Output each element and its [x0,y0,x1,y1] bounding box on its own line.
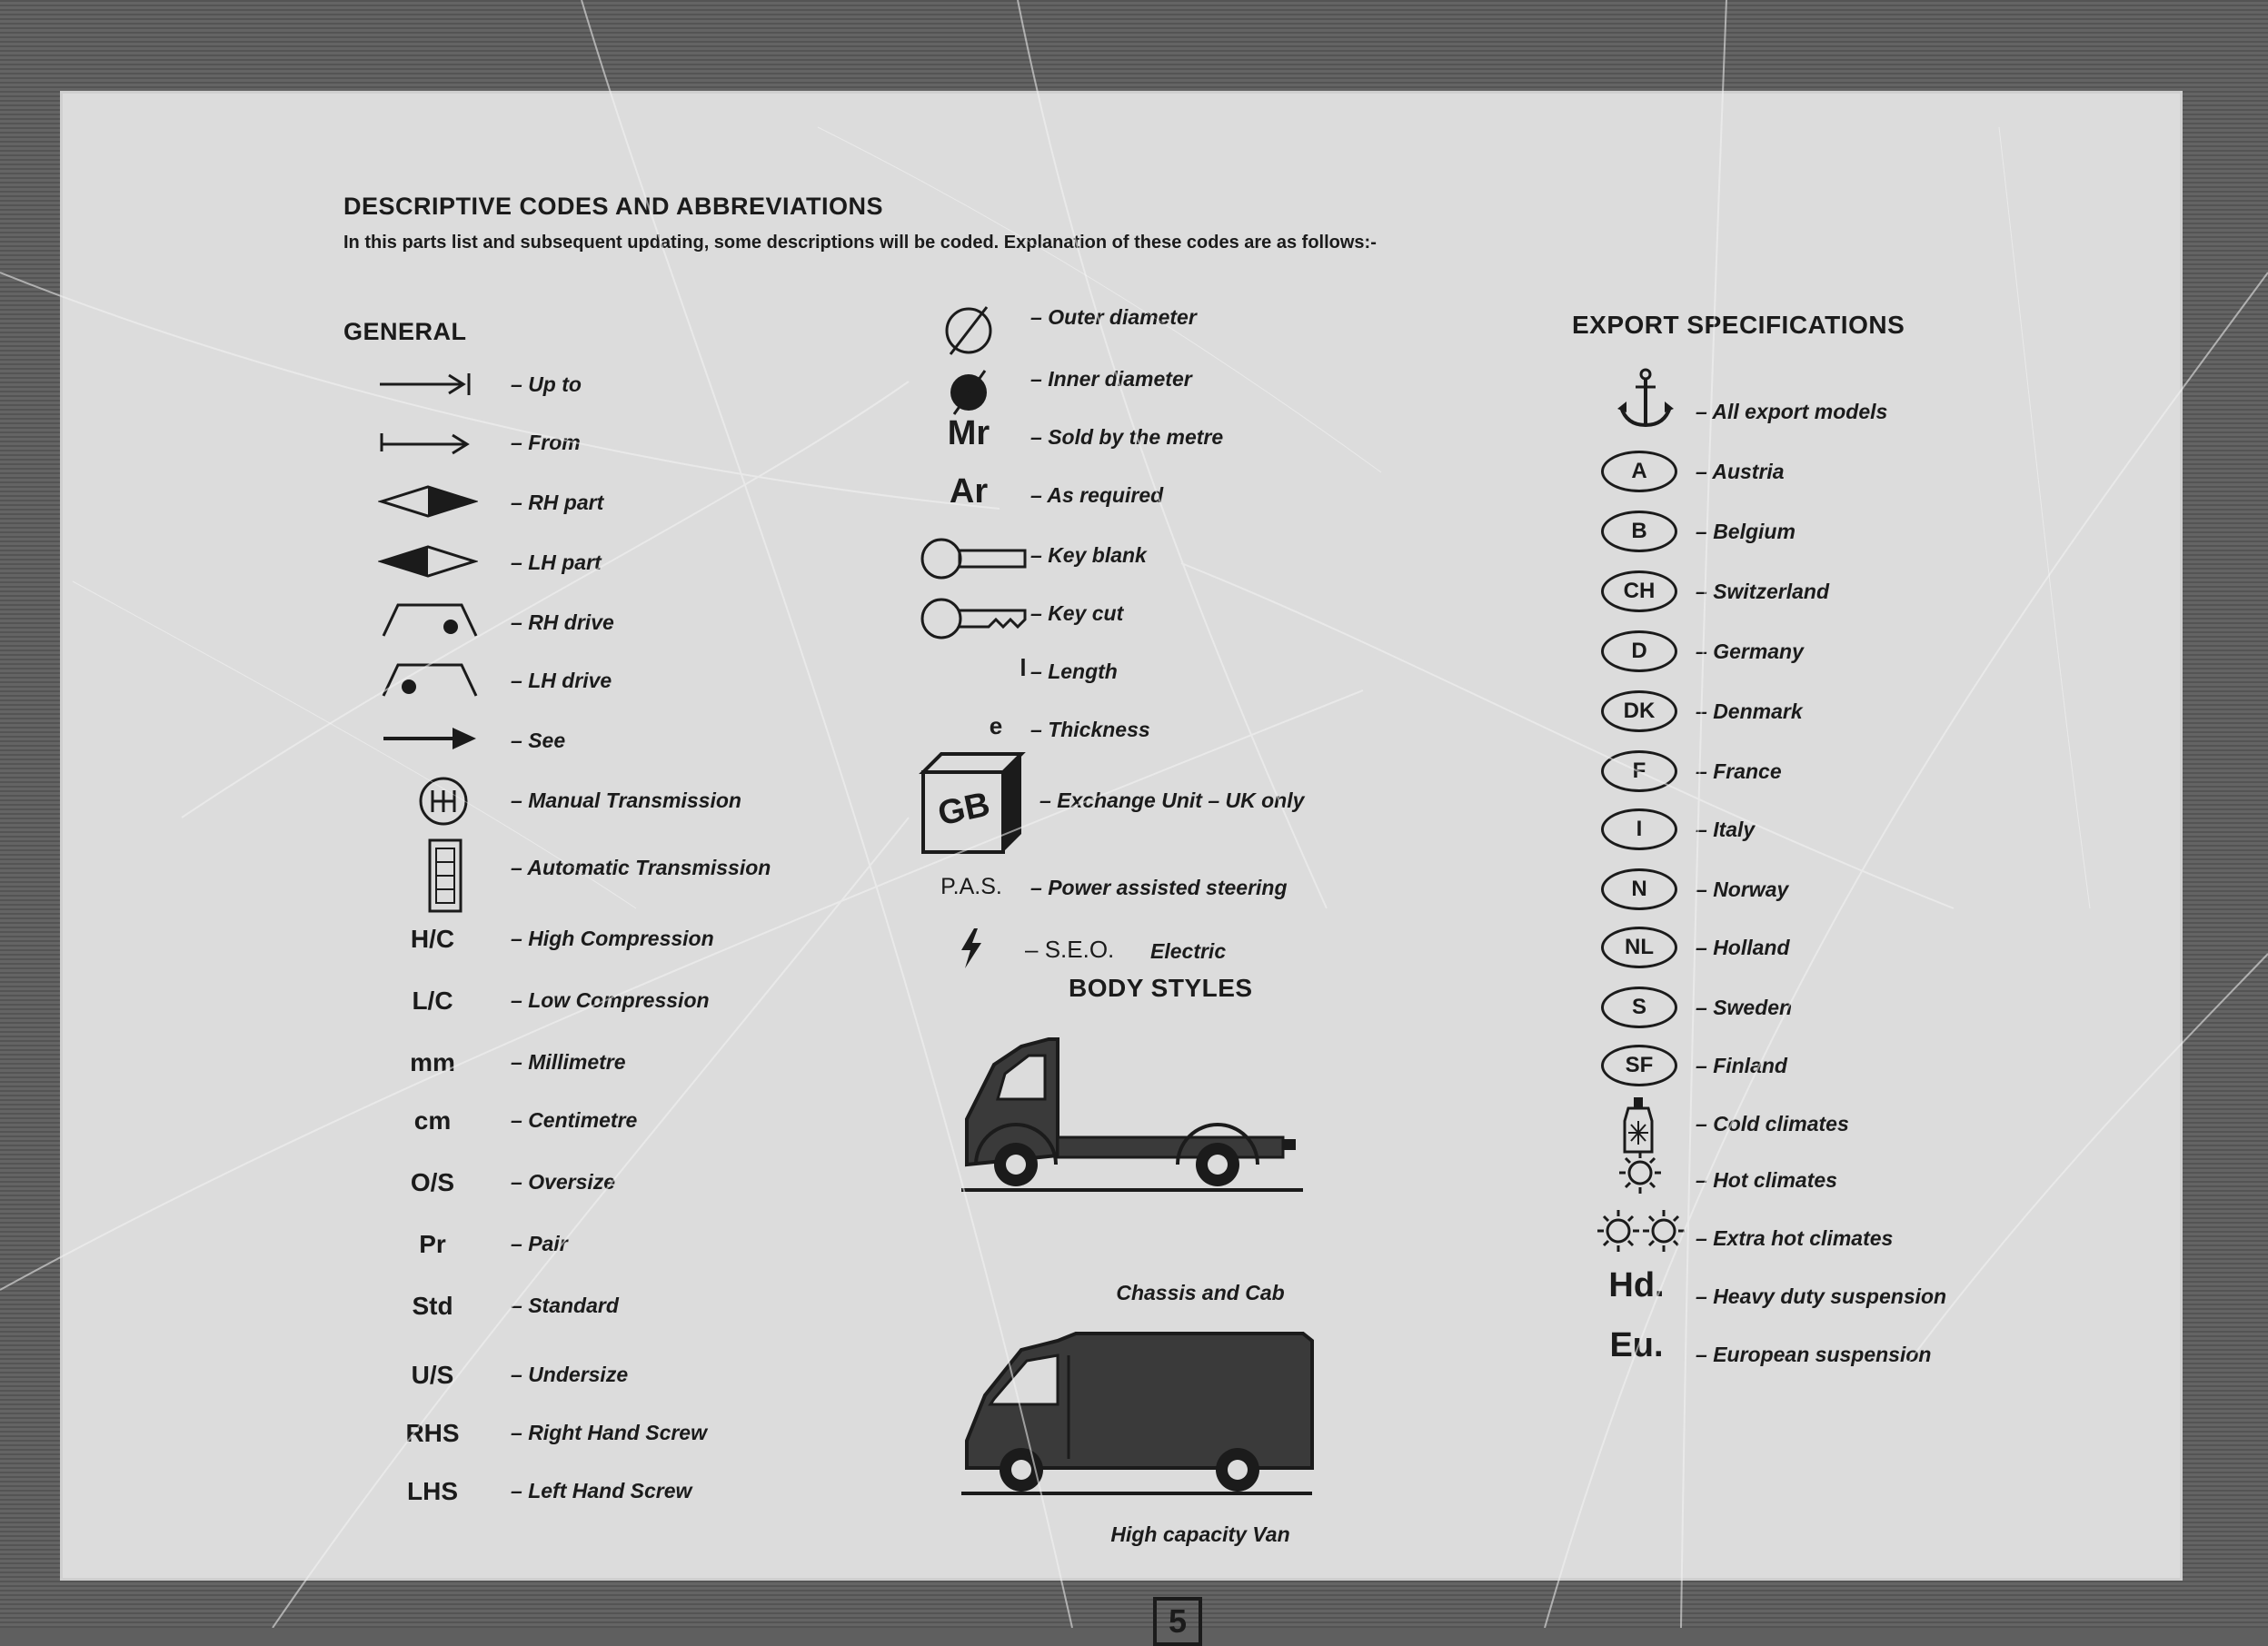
export-item-desc: – Belgium [1696,520,1796,543]
export-item-desc: – Austria [1696,460,1785,483]
country-badge-ch: CH [1601,570,1677,612]
general-item-desc: – Oversize [511,1170,616,1194]
from-arrow-icon [376,429,476,456]
page-title: DESCRIPTIVE CODES AND ABBREVIATIONS [343,193,884,220]
country-badge-b: B [1601,511,1677,552]
country-badge-dk: DK [1601,690,1677,732]
middle-item-desc: – Key blank [1030,543,1147,567]
export-item-desc: – Sweden [1696,996,1793,1019]
country-badge-a: A [1601,451,1677,492]
general-item-desc: – Left Hand Screw [511,1479,692,1502]
exchange-unit-gb-icon [910,749,1029,858]
country-badge-d: D [1601,630,1677,672]
export-item-desc: – Cold climates [1696,1112,1849,1135]
general-item-desc: – Manual Transmission [511,788,741,812]
country-badge-n: N [1601,868,1677,910]
parts-list-page [60,91,2183,1640]
up-to-arrow-icon [376,371,476,398]
export-item-desc: – Switzerland [1696,580,1829,603]
country-badge-f: F [1601,750,1677,792]
middle-item-desc: – Thickness [1030,718,1150,741]
general-item-desc: – From [511,431,581,454]
middle-item-desc: – Outer diameter [1030,305,1197,329]
general-item-desc: – RH part [511,491,604,514]
general-code: L/C [412,987,453,1015]
middle-code: l [1020,654,1027,681]
general-item-desc: – LH part [511,550,602,574]
chassis-cab-caption: Chassis and Cab [1116,1281,1285,1304]
country-badge-s: S [1601,987,1677,1028]
general-code: H/C [410,925,455,953]
export-item-desc: – All export models [1696,400,1888,423]
middle-code: P.A.S. [940,874,1002,899]
chassis-cab-icon [958,1019,1321,1192]
extra-hot-climate-suns-icon [1596,1208,1686,1254]
general-item-desc: – Undersize [511,1363,629,1386]
export-item-desc: – Finland [1696,1054,1787,1077]
anchor-icon [1614,367,1677,431]
electric-bolt-icon [958,927,985,970]
general-item-desc: – Pair [511,1232,568,1255]
general-code: U/S [411,1361,454,1389]
middle-item-desc: – Power assisted steering [1030,876,1288,899]
export-item-desc: – Denmark [1696,699,1803,723]
general-item-desc: – Up to [511,372,582,396]
general-item-desc: – Standard [511,1294,619,1317]
general-item-desc: – RH drive [511,610,614,634]
see-arrow-icon [380,725,480,752]
lh-part-icon [378,543,478,580]
general-code: O/S [410,1168,455,1196]
middle-code: Mr [947,414,990,452]
hot-climate-sun-icon [1617,1150,1663,1195]
page-number: 5 [1153,1597,1202,1646]
export-item-desc: – Norway [1696,878,1789,901]
high-capacity-van-icon [958,1314,1321,1495]
country-badge-i: I [1601,808,1677,850]
export-item-desc: – Extra hot climates [1696,1226,1894,1250]
general-code: Std [412,1292,453,1320]
middle-item-desc: – As required [1030,483,1164,507]
general-item-desc: – Centimetre [511,1108,638,1132]
general-code: LHS [407,1477,458,1505]
export-heading: EXPORT SPECIFICATIONS [1572,311,1905,339]
general-code: Pr [419,1230,446,1258]
general-item-desc: – Low Compression [511,988,710,1012]
general-item-desc: – Millimetre [511,1050,626,1074]
rh-drive-icon [380,600,480,640]
export-item-desc: – Holland [1696,936,1790,959]
outer-diameter-icon [940,302,998,360]
body-styles-heading: BODY STYLES [1069,974,1253,1002]
middle-item-desc: – Inner diameter [1030,367,1192,391]
export-item-desc: – Germany [1696,640,1804,663]
country-badge-nl: NL [1601,927,1677,968]
middle-item-desc: – Sold by the metre [1030,425,1224,449]
general-item-desc: – Automatic Transmission [511,856,771,879]
general-code: mm [410,1048,455,1076]
export-item-desc: – Hot climates [1696,1168,1837,1192]
general-heading: GENERAL [343,318,467,345]
general-item-desc: – Right Hand Screw [511,1421,707,1444]
lh-drive-icon [380,659,480,699]
export-item-desc: – Italy [1696,818,1756,841]
high-capacity-van-caption: High capacity Van [1110,1522,1290,1546]
export-item-desc: – France [1696,759,1782,783]
manual-gearbox-icon [416,774,471,828]
country-badge-sf: SF [1601,1045,1677,1086]
key-cut-icon [918,596,1030,641]
rh-part-icon [378,483,478,520]
seo-code: – S.E.O. [1025,936,1115,963]
middle-item-desc: – Exchange Unit – UK only [1040,788,1305,812]
inner-diameter-icon [941,363,996,418]
middle-code: e [989,712,1003,739]
key-blank-icon [918,536,1030,581]
general-code: cm [413,1106,452,1135]
cold-climate-icon [1616,1094,1661,1157]
middle-code: Ar [949,472,989,511]
middle-item-desc: Electric [1150,939,1227,963]
exchange-unit-box-text: GB [934,785,994,834]
general-item-desc: – LH drive [511,669,612,692]
general-item-desc: – See [511,729,566,752]
export-code: Hd. [1608,1266,1665,1304]
export-code: Eu. [1609,1326,1664,1364]
export-item-desc: – Heavy duty suspension [1696,1284,1947,1308]
automatic-selector-icon [427,838,463,914]
middle-item-desc: – Key cut [1030,601,1124,625]
middle-item-desc: – Length [1030,659,1118,683]
intro-text: In this parts list and subsequent updating, some descriptions will be coded. Explanation of these codes are as follows:- [343,233,1377,253]
export-item-desc: – European suspension [1696,1343,1932,1366]
general-code: RHS [405,1419,460,1447]
general-item-desc: – High Compression [511,927,714,950]
